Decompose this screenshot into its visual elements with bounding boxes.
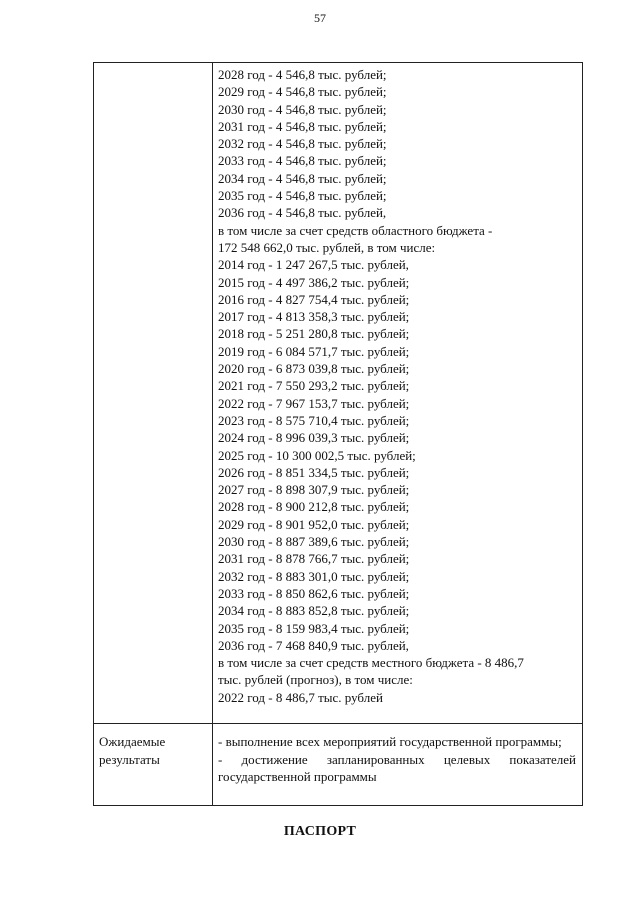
expected-results-label: Ожидаемые результаты	[99, 734, 166, 767]
financing-line: 2030 год - 8 887 389,6 тыс. рублей;	[218, 534, 410, 550]
financing-line: 2030 год - 4 546,8 тыс. рублей;	[218, 101, 387, 117]
financing-line: 2034 год - 8 883 852,8 тыс. рублей;	[218, 603, 410, 619]
financing-line: тыс. рублей (прогноз), в том числе:	[218, 672, 413, 688]
financing-line: 2036 год - 4 546,8 тыс. рублей,	[218, 205, 387, 221]
financing-line: 2027 год - 8 898 307,9 тыс. рублей;	[218, 482, 410, 498]
row-divider	[94, 723, 582, 724]
passport-table	[93, 62, 583, 806]
financing-line: 2021 год - 7 550 293,2 тыс. рублей;	[218, 378, 410, 394]
financing-line: 2015 год - 4 497 386,2 тыс. рублей;	[218, 274, 410, 290]
financing-line: 2025 год - 10 300 002,5 тыс. рублей;	[218, 447, 416, 463]
financing-line: 2026 год - 8 851 334,5 тыс. рублей;	[218, 464, 410, 480]
financing-cell	[218, 66, 578, 706]
financing-line: 2017 год - 4 813 358,3 тыс. рублей;	[218, 309, 410, 325]
financing-line: 2033 год - 4 546,8 тыс. рублей;	[218, 153, 387, 169]
financing-line: 2016 год - 4 827 754,4 тыс. рублей;	[218, 291, 410, 307]
financing-line: 2033 год - 8 850 862,6 тыс. рублей;	[218, 585, 410, 601]
column-divider	[212, 63, 213, 805]
page-number: 57	[314, 11, 326, 25]
financing-line: 2028 год - 4 546,8 тыс. рублей;	[218, 67, 387, 82]
financing-line: 2029 год - 8 901 952,0 тыс. рублей;	[218, 516, 410, 532]
financing-line: в том числе за счет средств местного бюджета - 8 486,7	[218, 655, 524, 671]
financing-line: 2018 год - 5 251 280,8 тыс. рублей;	[218, 326, 410, 342]
section-heading: ПАСПОРТ	[283, 824, 357, 839]
financing-line: 2019 год - 6 084 571,7 тыс. рублей;	[218, 343, 410, 359]
financing-line: 2028 год - 8 900 212,8 тыс. рублей;	[218, 499, 410, 515]
financing-line: 2035 год - 4 546,8 тыс. рублей;	[218, 188, 387, 204]
financing-line: 2014 год - 1 247 267,5 тыс. рублей,	[218, 257, 409, 273]
financing-line: в том числе за счет средств областного бюджета -	[218, 222, 493, 238]
financing-line: 2032 год - 4 546,8 тыс. рублей;	[218, 136, 387, 152]
financing-line: 2036 год - 7 468 840,9 тыс. рублей,	[218, 637, 409, 653]
financing-line: 2022 год - 8 486,7 тыс. рублей	[218, 689, 383, 705]
financing-line: 2023 год - 8 575 710,4 тыс. рублей;	[218, 412, 410, 428]
financing-line: 2022 год - 7 967 153,7 тыс. рублей;	[218, 395, 410, 411]
financing-line: 2031 год - 4 546,8 тыс. рублей;	[218, 118, 387, 134]
financing-line: 172 548 662,0 тыс. рублей, в том числе:	[218, 239, 436, 255]
expected-results-cell	[218, 733, 576, 786]
financing-line: 2024 год - 8 996 039,3 тыс. рублей;	[218, 430, 410, 446]
financing-line: 2031 год - 8 878 766,7 тыс. рублей;	[218, 551, 410, 567]
expected-result-item: - достижение запланированных целевых показателей государственной программы	[218, 751, 576, 784]
financing-line: 2032 год - 8 883 301,0 тыс. рублей;	[218, 568, 410, 584]
financing-line: 2035 год - 8 159 983,4 тыс. рублей;	[218, 620, 410, 636]
financing-line: 2034 год - 4 546,8 тыс. рублей;	[218, 170, 387, 186]
financing-line: 2020 год - 6 873 039,8 тыс. рублей;	[218, 361, 410, 377]
financing-line: 2029 год - 4 546,8 тыс. рублей;	[218, 84, 387, 100]
expected-result-item: - выполнение всех мероприятий государственной программы;	[218, 734, 562, 749]
